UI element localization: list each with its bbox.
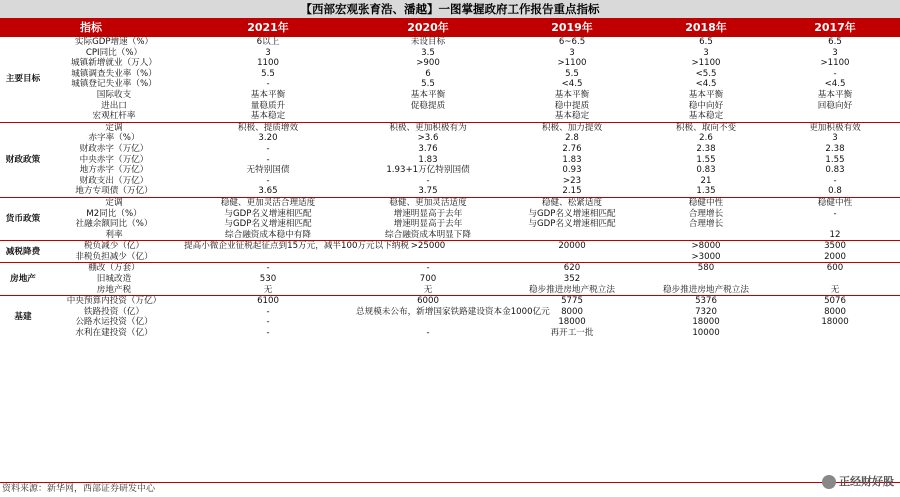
value-cell: 620 [502, 263, 642, 274]
value-cell [770, 274, 900, 285]
source-note: 资料来源：新华网，西部证券研发中心 [2, 484, 156, 494]
table-row [0, 274, 900, 285]
value-cell: 3 [832, 133, 838, 144]
value-cell: 6100 [182, 296, 354, 307]
value-cell: 5775 [502, 296, 642, 307]
value-cell: 2.6 [699, 133, 713, 144]
value-cell: 1.83 [562, 154, 582, 165]
value-cell: 580 [642, 263, 770, 274]
value-cell: 无 [423, 284, 433, 295]
value-cell: 提高小微企业征税起征点到15万元，减半100万元以下纳税 [184, 241, 409, 252]
value-cell: 基本平衡 [250, 89, 286, 100]
value-cell: 与GDP名义增速相匹配 [224, 208, 312, 219]
value-cell: 3 [569, 47, 575, 58]
value-cell: 无 [263, 284, 273, 295]
value-cell: 1.83 [418, 154, 438, 165]
value-cell: 6.5 [699, 37, 713, 47]
value-cell: 量稳质升 [250, 100, 286, 111]
value-cell: 0.83 [825, 165, 845, 176]
indicator-label: 中央预算内投资（万亿） [46, 296, 182, 307]
value-cell: - [426, 328, 430, 339]
value-cell: 0.93 [562, 165, 582, 176]
value-cell: >1100 [820, 58, 850, 69]
value-cell: 6000 [354, 296, 502, 307]
value-cell: >900 [416, 58, 440, 69]
value-cell: 600 [770, 263, 900, 274]
value-cell: 回稳向好 [817, 100, 853, 111]
indicator-label: 公路水运投资（亿） [75, 317, 153, 328]
value-cell: - [266, 154, 270, 165]
value-cell: 8000 [824, 306, 846, 317]
value-cell: 5.5 [421, 79, 435, 90]
value-cell [354, 317, 502, 328]
value-cell: 积极、取向不变 [642, 122, 770, 133]
table-row [0, 122, 900, 133]
table-row [0, 155, 900, 166]
value-cell: 基本稳定 [554, 111, 590, 122]
group-label: 货币政策 [0, 197, 46, 240]
value-cell: 稳健、更加灵活合理适度 [182, 197, 354, 208]
indicator-label: 房地产税 [96, 284, 132, 295]
value-cell: 0.8 [828, 186, 842, 197]
table-row [0, 241, 900, 252]
indicator-label: 赤字率（%） [88, 133, 140, 144]
value-cell: 2.38 [696, 143, 716, 154]
value-cell [354, 252, 502, 263]
indicator-label: 财政支出（万亿） [79, 175, 149, 186]
value-cell: 6.5 [828, 37, 842, 47]
value-cell: - [833, 68, 837, 79]
indicator-label: M2同比（%） [86, 208, 142, 219]
table-row [0, 101, 900, 112]
watermark-text: 正经财好股 [839, 475, 894, 488]
value-cell: 3 [703, 47, 709, 58]
header-2019: 2019年 [502, 18, 642, 37]
value-cell: 积极、加力提效 [502, 122, 642, 133]
value-cell: 6以上 [256, 37, 280, 47]
indicator-label: 利率 [105, 229, 123, 240]
table-row [0, 144, 900, 155]
value-cell: 1.55 [696, 154, 716, 165]
value-cell: 合理增长 [688, 208, 724, 219]
value-cell: 稳健中性 [642, 197, 770, 208]
indicator-label: 国际收支 [96, 89, 132, 100]
table-row [0, 90, 900, 101]
group-label: 基建 [0, 296, 46, 339]
value-cell: >25000 [354, 241, 502, 252]
value-cell: 18000 [692, 317, 720, 328]
indicator-label: 铁路投资（亿） [83, 306, 145, 317]
indicator-label: 旧城改造 [96, 274, 132, 285]
value-cell: - [182, 263, 354, 274]
value-cell: 积极、更加积极有为 [354, 122, 502, 133]
value-cell [182, 252, 354, 263]
value-cell [354, 111, 502, 122]
table-row [0, 219, 900, 230]
value-cell: 与GDP名义增速相匹配 [528, 208, 616, 219]
value-cell: 5076 [770, 296, 900, 307]
value-cell: - [266, 317, 270, 328]
value-cell: 合理增长 [688, 219, 724, 230]
indicator-label: 水利在建投资（亿） [75, 328, 153, 339]
value-cell: >1100 [691, 58, 721, 69]
indicator-label: 地方专项债（万亿） [75, 186, 153, 197]
watermark-logo-icon [822, 475, 836, 489]
table-row [0, 209, 900, 220]
value-cell: - [266, 79, 270, 90]
value-cell: 3.20 [258, 133, 278, 144]
value-cell: >3000 [691, 251, 721, 262]
value-cell: 综合融资成本明显下降 [385, 229, 471, 240]
value-cell: 5376 [642, 296, 770, 307]
group-label: 房地产 [0, 263, 46, 296]
indicator-label: CPI同比（%） [85, 47, 143, 58]
header-2018: 2018年 [642, 18, 770, 37]
value-cell: 更加积极有效 [770, 122, 900, 133]
table-row [0, 58, 900, 69]
value-cell: 3.75 [418, 186, 438, 197]
value-cell: 无特别国债 [246, 165, 290, 176]
header-2020: 2020年 [354, 18, 502, 37]
table-row [0, 252, 900, 263]
value-cell: 3.65 [258, 186, 278, 197]
value-cell: 无 [830, 284, 840, 295]
value-cell: 1.35 [696, 186, 716, 197]
table-row [0, 285, 900, 296]
value-cell [502, 230, 642, 241]
value-cell: 0.83 [696, 165, 716, 176]
value-cell: 2.8 [565, 133, 579, 144]
table-row [0, 37, 900, 48]
table-row [0, 176, 900, 187]
table-row [0, 165, 900, 176]
value-cell: 6~6.5 [558, 37, 586, 47]
indicator-label: 地方赤字（万亿） [79, 165, 149, 176]
table-row [0, 186, 900, 197]
value-cell: 与GDP名义增速相匹配 [224, 219, 312, 230]
table-row [0, 133, 900, 144]
value-cell: 3.5 [421, 47, 435, 58]
value-cell: 1.55 [825, 154, 845, 165]
value-cell: - [266, 306, 270, 317]
value-cell: 基本平衡 [688, 89, 724, 100]
indicator-label: 城镇新增就业（万人） [71, 58, 157, 69]
value-cell: 总规模未公布，新增国家铁路建设资本金1000亿元 [356, 306, 550, 317]
indicator-label: 棚改（万套） [46, 263, 182, 274]
value-cell: <4.5 [561, 79, 583, 90]
indicator-label: 社融余额同比（%） [75, 219, 153, 230]
value-cell: 基本平衡 [554, 89, 590, 100]
table-row [0, 263, 900, 274]
value-cell: 基本平衡 [817, 89, 853, 100]
value-cell: <5.5 [695, 68, 717, 79]
value-cell: 再开工一批 [550, 328, 594, 339]
value-cell: - [833, 175, 837, 186]
indicator-label: 进出口 [101, 100, 127, 111]
table-row [0, 111, 900, 122]
table-row [0, 317, 900, 328]
value-cell: - [266, 143, 270, 154]
value-cell: 7320 [695, 306, 717, 317]
indicator-label: 定调 [46, 122, 182, 133]
value-cell: 2.15 [562, 186, 582, 197]
value-cell: 基本稳定 [250, 111, 286, 122]
value-cell: >3.6 [417, 133, 439, 144]
table-row [0, 328, 900, 339]
value-cell: 稳健、更加灵活适度 [354, 197, 502, 208]
indicator-label: 城镇调查失业率（%） [71, 68, 157, 79]
value-cell: 2.38 [825, 143, 845, 154]
value-cell: 1100 [257, 58, 279, 69]
value-cell: 2000 [824, 251, 846, 262]
value-cell [502, 252, 642, 263]
value-cell: 8000 [561, 306, 583, 317]
value-cell: 2.76 [562, 143, 582, 154]
value-cell: 稳健、松紧适度 [502, 197, 642, 208]
value-cell: 增速明显高于去年 [393, 208, 463, 219]
report-title: 【西部宏观张育浩、潘越】一图掌握政府工作报告重点指标 [0, 0, 900, 18]
value-cell: >1100 [557, 58, 587, 69]
value-cell: 3500 [770, 241, 900, 252]
group-label: 主要目标 [0, 37, 46, 122]
table-row [0, 230, 900, 241]
indicator-label: 宏观杠杆率 [92, 111, 136, 122]
value-cell: 稳健中性 [770, 197, 900, 208]
value-cell: 10000 [692, 328, 720, 339]
value-cell: 5.5 [565, 68, 579, 79]
group-label: 减税降费 [0, 241, 46, 263]
value-cell: >23 [562, 175, 582, 186]
indicator-label: 中央赤字（万亿） [79, 154, 149, 165]
indicator-label: 财政赤字（万亿） [79, 143, 149, 154]
table-body [0, 37, 900, 339]
value-cell: 18000 [821, 317, 849, 328]
value-cell: 增速明显高于去年 [393, 219, 463, 230]
value-cell: 530 [259, 274, 277, 285]
header-2017: 2017年 [770, 18, 900, 37]
value-cell: 6 [425, 68, 431, 79]
value-cell: 20000 [502, 241, 642, 252]
indicator-table [0, 18, 900, 339]
indicator-label: 税负减少（亿） [46, 241, 182, 252]
value-cell [642, 230, 770, 241]
header-row [0, 18, 900, 37]
value-cell: 700 [419, 274, 437, 285]
value-cell: 稳中向好 [688, 100, 724, 111]
value-cell: - [354, 263, 502, 274]
value-cell: 3 [832, 47, 838, 58]
value-cell: - [266, 328, 270, 339]
table-row [0, 48, 900, 59]
value-cell: 促稳提质 [410, 100, 446, 111]
value-cell: 5.5 [261, 68, 275, 79]
value-cell: 3 [265, 47, 271, 58]
header-2021: 2021年 [182, 18, 354, 37]
value-cell: 积极、提质增效 [182, 122, 354, 133]
table-row [0, 197, 900, 208]
value-cell [770, 111, 900, 122]
table-row [0, 307, 900, 318]
value-cell: >8000 [642, 241, 770, 252]
group-label: 财政政策 [0, 122, 46, 197]
value-cell [642, 274, 770, 285]
indicator-label: 非税负担减少（亿） [75, 251, 153, 262]
value-cell: 1.93+1万亿特别国债 [386, 165, 470, 176]
value-cell: 18000 [558, 317, 586, 328]
value-cell: 与GDP名义增速相匹配 [528, 219, 616, 230]
value-cell: 3.76 [418, 143, 438, 154]
watermark [822, 475, 894, 489]
value-cell: - [266, 175, 270, 186]
indicator-label: 定调 [46, 197, 182, 208]
value-cell: - [833, 208, 837, 219]
indicator-label: 城镇登记失业率（%） [71, 79, 157, 90]
value-cell: 21 [700, 175, 712, 186]
footer [0, 475, 900, 497]
value-cell: <4.5 [695, 79, 717, 90]
table-row [0, 69, 900, 80]
value-cell: 352 [563, 274, 581, 285]
indicator-label: 实际GDP增速（%） [74, 37, 154, 47]
value-cell: 综合融资成本稳中有降 [225, 229, 311, 240]
table-row [0, 296, 900, 307]
value-cell [770, 328, 900, 339]
value-cell: - [426, 175, 430, 186]
value-cell: 稳中提质 [554, 100, 590, 111]
header-indicator: 指标 [0, 18, 182, 37]
value-cell: 未设目标 [410, 37, 446, 47]
value-cell: 稳步推进房地产税立法 [529, 284, 615, 295]
value-cell: 12 [829, 229, 841, 240]
value-cell: 基本稳定 [688, 111, 724, 122]
value-cell: 基本平衡 [410, 89, 446, 100]
value-cell: 稳步推进房地产税立法 [663, 284, 749, 295]
value-cell: <4.5 [824, 79, 846, 90]
value-cell [770, 219, 900, 230]
table-row [0, 79, 900, 90]
